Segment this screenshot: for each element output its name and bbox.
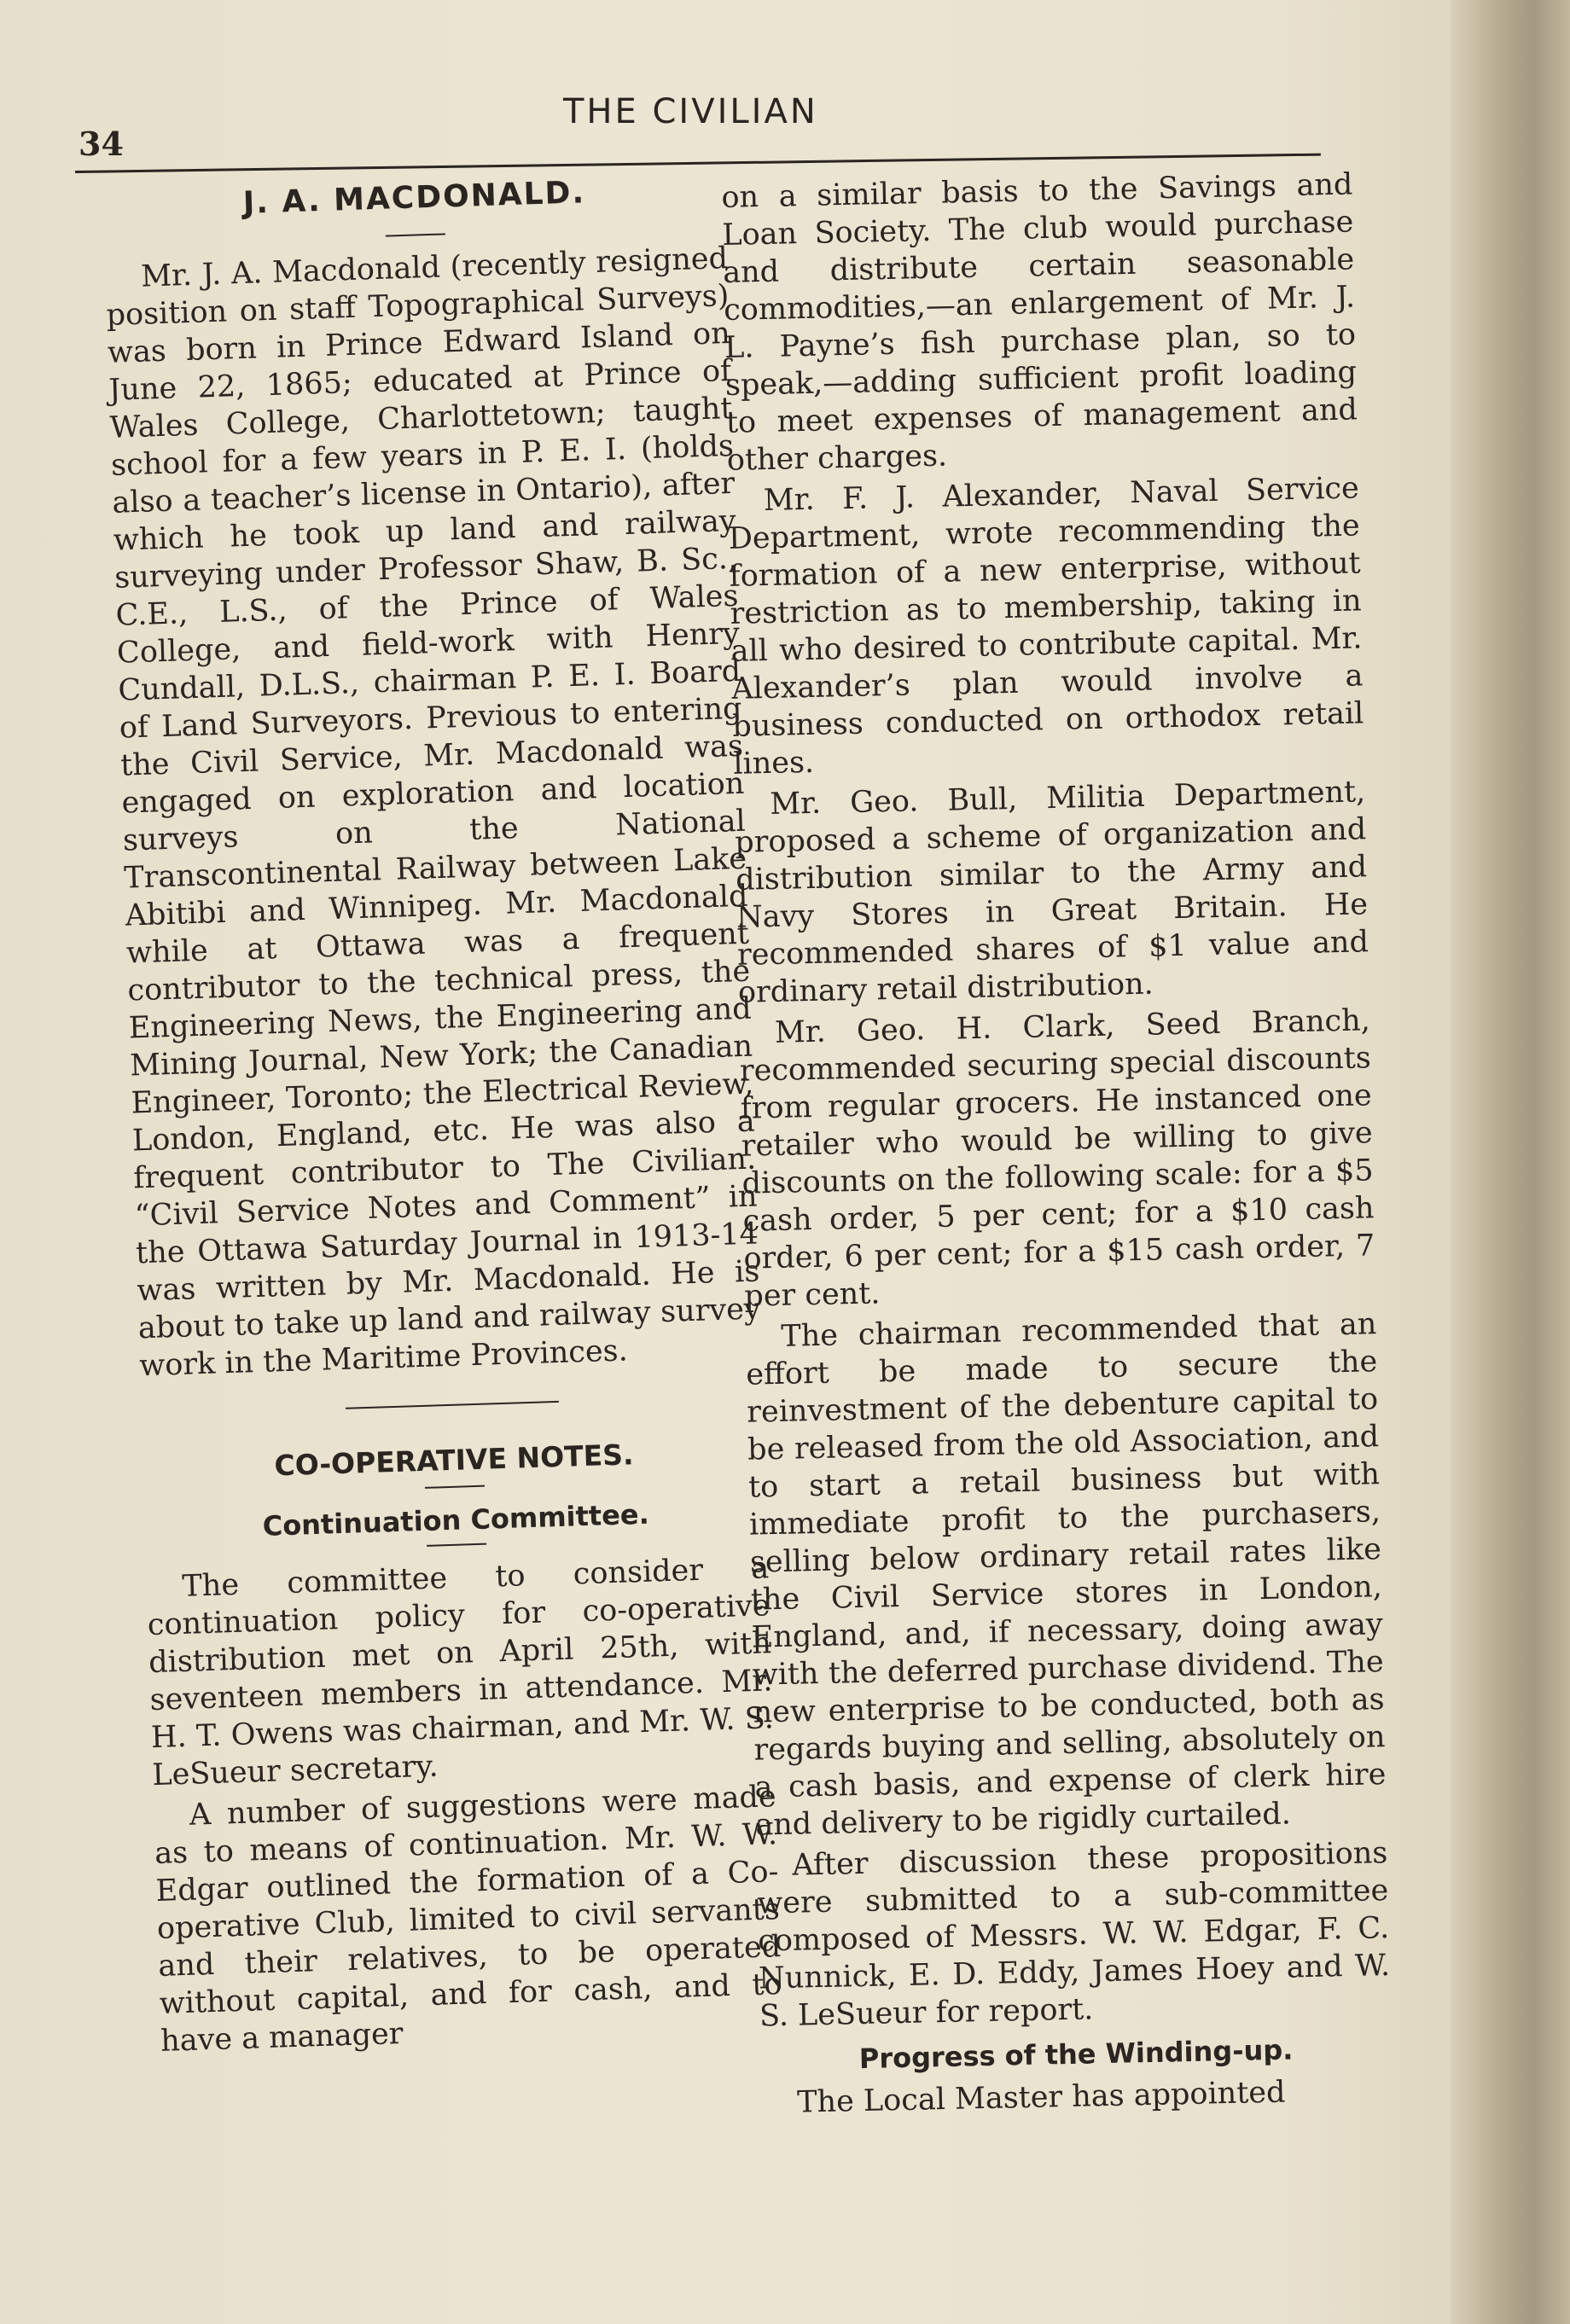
- page-gutter: [1451, 0, 1570, 2324]
- right-column: [721, 166, 1393, 2126]
- article-paragraph: Mr. Geo. Bull, Militia Department, proposed a scheme of organization and distribution similar to the Army and Navy Stores in Great Britain. He recommended shares of $1 value and ordinary retail distribution.: [734, 775, 1369, 1010]
- divider: [427, 1543, 486, 1547]
- article-paragraph: The Local Master has appointed: [796, 2075, 1286, 2120]
- left-column: [102, 170, 784, 2064]
- subheading-winding-up: Progress of the Winding-up.: [858, 2033, 1294, 2076]
- divider: [386, 233, 445, 236]
- running-title: THE CIVILIAN: [563, 92, 818, 131]
- subheading-continuation: Continuation Committee.: [262, 1497, 650, 1543]
- article-paragraph: on a similar basis to the Savings and Loan Society. The club would purchase and distribute certain seasonable commodities,—an enlargement of Mr. J. L. Payne’s fish purchase plan, so to speak,—adding sufficient profit loading to meet expenses of management and other charges.: [721, 167, 1358, 478]
- article-paragraph: The chairman recommended that an effort be made to secure the reinvestment of the debenture capital to be released from the old Association, and to start a retail business but with immediate profit to the purchasers, selling below ordinary retail rates like the Civil Service stores in London, England, and, if necessary, doing away with the deferred purchase dividend. The new enterprise to be conducted, both as regards buying and selling, absolutely on a cash basis, and expense of clerk hire and delivery to be rigidly curtailed.: [745, 1307, 1387, 1843]
- section-divider: [346, 1401, 559, 1409]
- article-title-cooperative: CO-OPERATIVE NOTES.: [273, 1438, 635, 1483]
- divider: [425, 1485, 485, 1489]
- article-paragraph: Mr. J. A. Macdonald (recently resigned position on staff Topographical Surveys) was born in Prince Edward Island on June 22, 1865; educated at Prince of Wales College, Charlottetown; taught school for a few years in P. E. I. (holds also a teacher’s license in Ontario), after which he took up land and railway surveying under Professor Shaw, B. Sc., C.E., L.S., of the Prince of Wales College, and field-work with Henry Cundall, D.L.S., chairman P. E. I. Board of Land Surveyors. Previous to entering the Civil Service, Mr. Macdonald was engaged on exploration and location surveys on the National Transcontinental Railway between Lake Abitibi and Winnipeg. Mr. Macdonald while at Ottawa was a frequent contributor to the technical press, the Engineering News, the Engineering and Mining Journal, New York; the Canadian Engineer, Toronto; the Electrical Review, London, England, etc. He was also a frequent contributor to The Civilian. “Civil Service Notes and Comment” in the Ottawa Saturday Journal in 1913-14 was written by Mr. Macdonald. He is about to take up land and railway survey work in the Maritime Provinces.: [106, 241, 762, 1384]
- article-paragraph: Mr. Geo. H. Clark, Seed Branch, recommended securing special discounts from regular grocers. He instanced one retailer who would be willing to give discounts on the following scale: for a $5 cash order, 5 per cent; for a $10 cash order, 6 per cent; for a $15 cash order, 7 per cent.: [739, 1003, 1375, 1314]
- article-paragraph: A number of suggestions were made as to means of continuation. Mr. W. W. Edgar outlined the formation of a Co-operative Club, limited to civil servants and their relatives, to be operated without capital, and for cash, and to have a manager: [154, 1780, 783, 2059]
- article-paragraph: After discussion these propositions were submitted to a sub-committee composed of Messrs. W. W. Edgar, F. C. Nunnick, E. D. Eddy, James Hoey and W. S. LeSueur for report.: [756, 1836, 1391, 2034]
- article-title-macdonald: J. A. MACDONALD.: [242, 175, 586, 221]
- article-paragraph: Mr. F. J. Alexander, Naval Service Department, wrote recommending the formation of a new enterprise, without restriction as to membership, taking in all who desired to contribute capital. Mr. Alexander’s plan would involve a business conducted on orthodox retail lines.: [728, 471, 1364, 781]
- page-number: 34: [78, 125, 124, 163]
- article-paragraph: The committee to consider a continuation policy for co-operative distribution met on April 25th, with seventeen members in attendance. Mr. H. T. Owens was chairman, and Mr. W. S. LeSueur secretary.: [147, 1551, 775, 1793]
